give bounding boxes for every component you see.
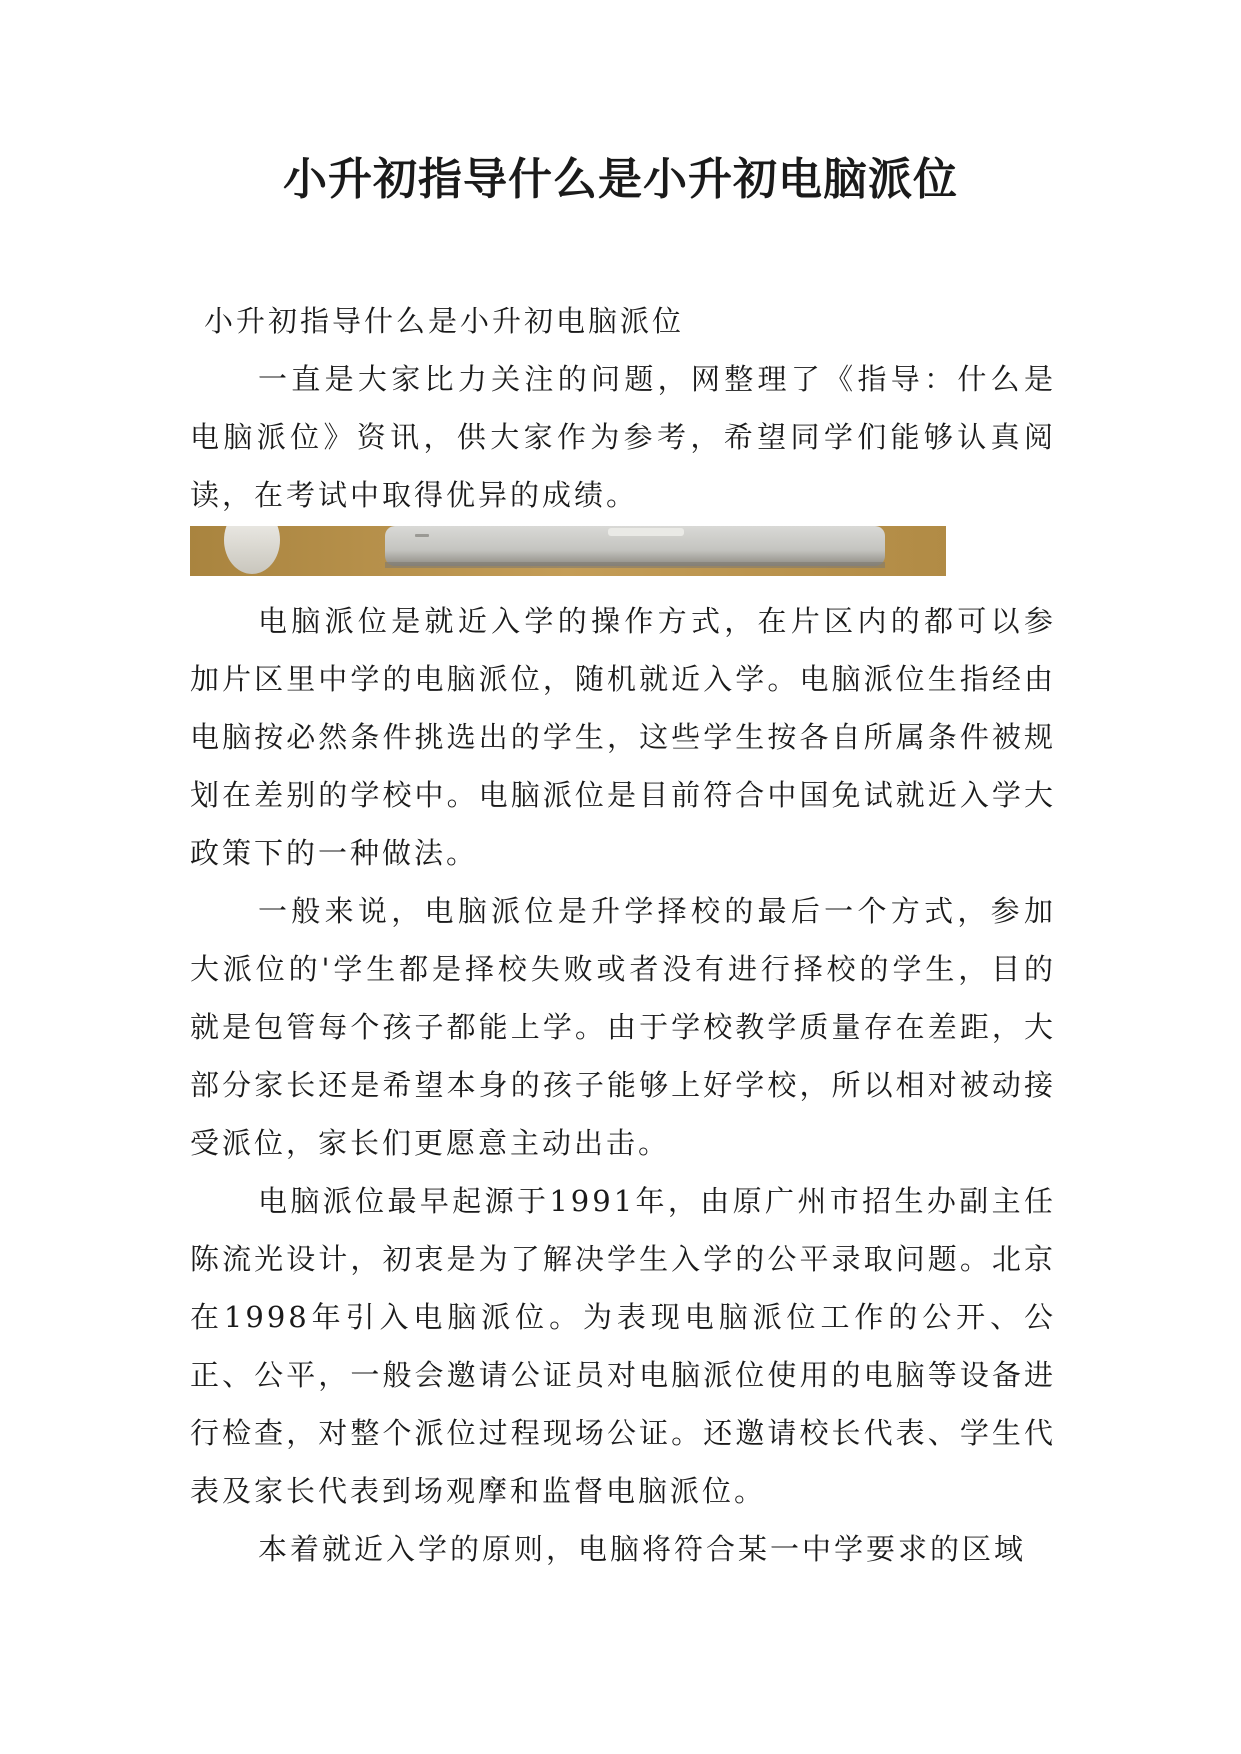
paragraph-4: 电脑派位最早起源于1991年，由原广州市招生办副主任陈流光设计，初衷是为了解决学生入学的公平录取问题。北京在1998年引入电脑派位。为表现电脑派位工作的公开、公正、公平，一般会邀请公证员对电脑派位使用的电脑等设备进行检查，对整个派位过程现场公证。还邀请校长代表、学生代表及家长代表到场观摩和监督电脑派位。 — [190, 1184, 1056, 1508]
paragraph-5: 本着就近入学的原则，电脑将符合某一中学要求的区域 — [258, 1532, 1027, 1566]
paragraph-3: 一般来说，电脑派位是升学择校的最后一个方式，参加大派位的'学生都是择校失败或者没有进行择校的学生，目的就是包管每个孩子都能上学。由于学校教学质量存在差距，大部分家长还是希望本身的孩子能够上好学校，所以相对被动接受派位，家长们更愿意主动出击。 — [190, 894, 1056, 1160]
laptop-mouse-photo — [190, 526, 946, 576]
paragraph-1: 一直是大家比力关注的问题，网整理了《指导：什么是电脑派位》资讯，供大家作为参考，希望同学们能够认真阅读，在考试中取得优异的成绩。 — [190, 362, 1056, 512]
document-subtitle: 小升初指导什么是小升初电脑派位 — [204, 304, 685, 338]
document-body — [190, 292, 1056, 1578]
page-title: 小升初指导什么是小升初电脑派位 — [283, 154, 958, 205]
paragraph-2: 电脑派位是就近入学的操作方式，在片区内的都可以参加片区里中学的电脑派位，随机就近入学。电脑派位生指经由电脑按必然条件挑选出的学生，这些学生按各自所属条件被规划在差别的学校中。电脑派位是目前符合中国免试就近入学大政策下的一种做法。 — [190, 604, 1056, 870]
